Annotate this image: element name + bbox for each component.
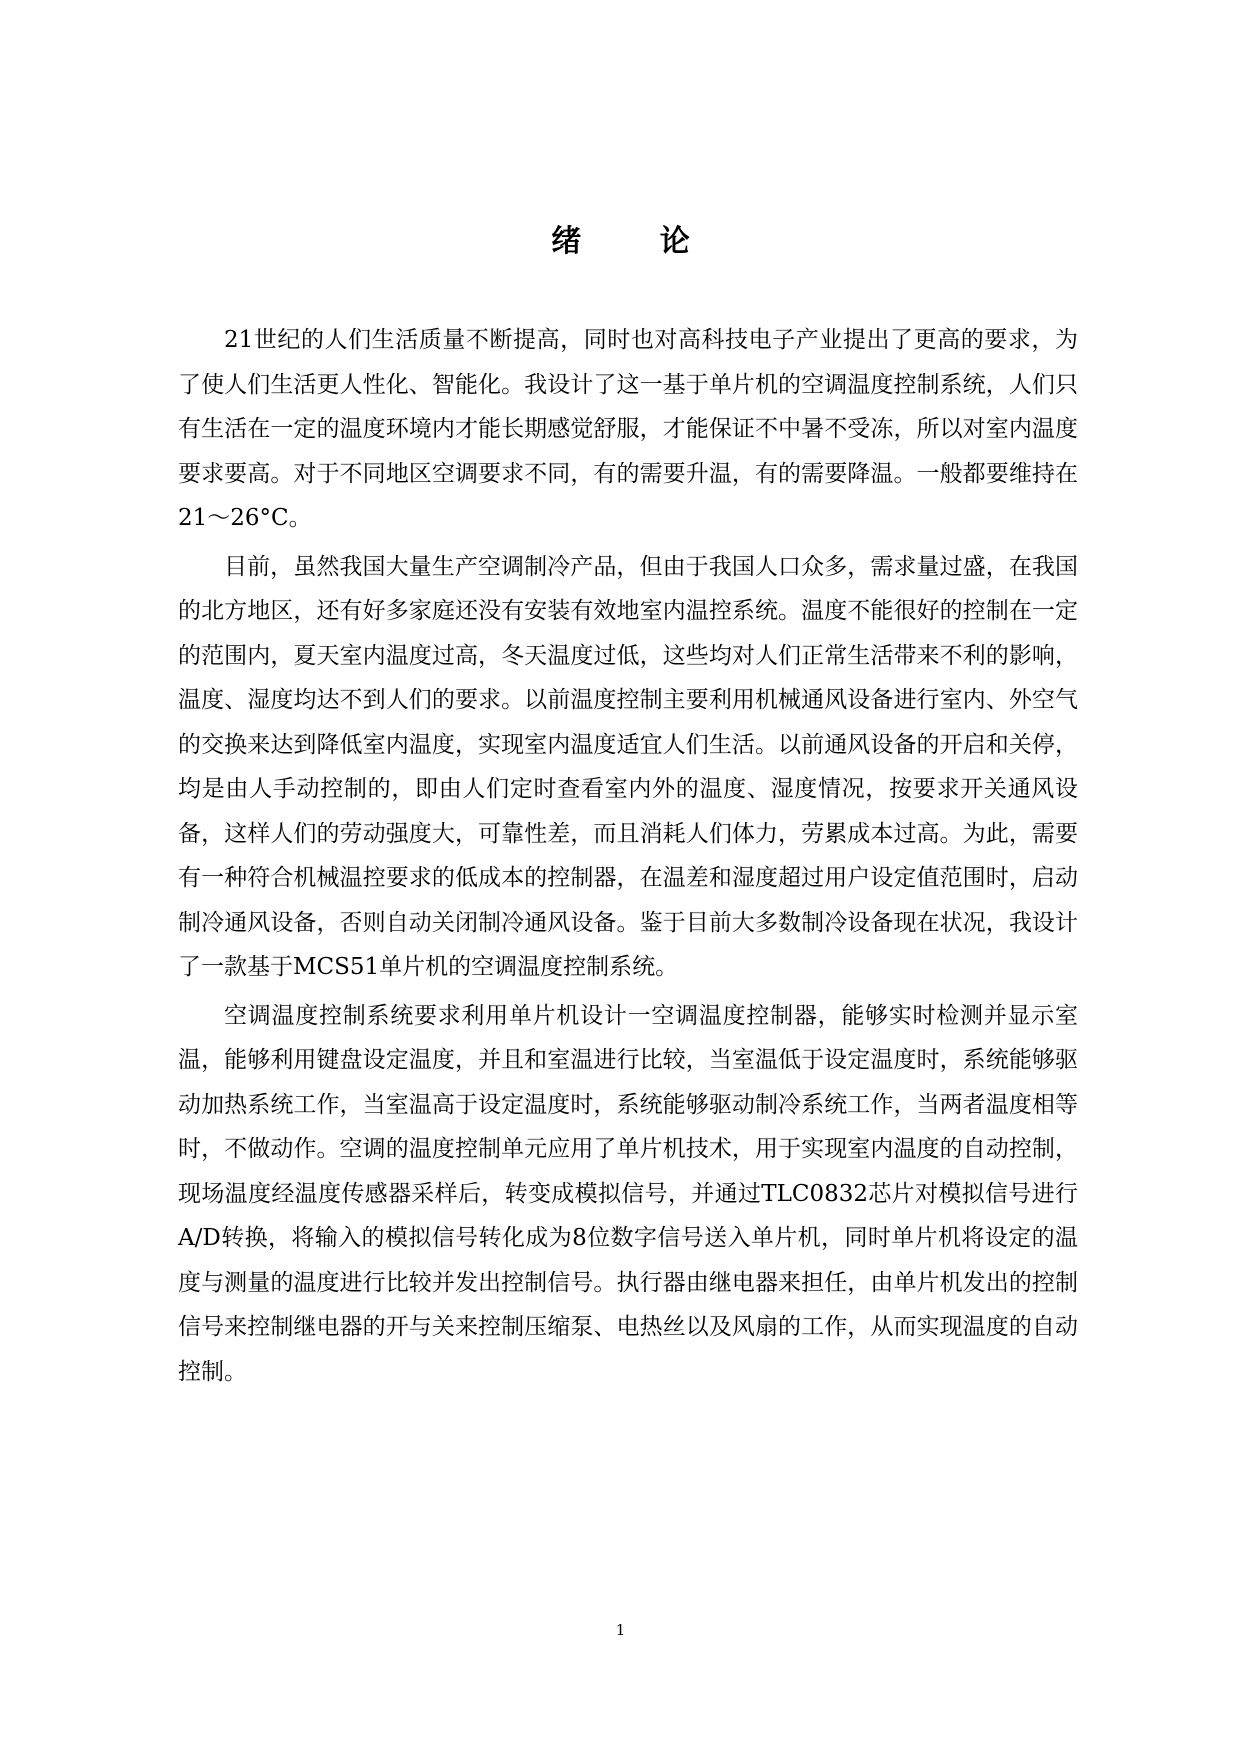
page-number: 1 (615, 1621, 626, 1639)
body-text (178, 318, 1078, 1398)
paragraph-intro: 21世纪的人们生活质量不断提高，同时也对高科技电子产业提出了更高的要求，为了使人们生活更人性化、智能化。我设计了这一基于单片机的空调温度控制系统，人们只有生活在一定的温度环境内才能长期感觉舒服，才能保证不中暑不受冻，所以对室内温度要求要高。对于不同地区空调要求不同，有的需要升温，有的需要降温。一般都要维持在21～26°C。 (178, 327, 1078, 531)
paragraph-system-design: 空调温度控制系统要求利用单片机设计一空调温度控制器，能够实时检测并显示室温，能够利用键盘设定温度，并且和室温进行比较，当室温低于设定温度时，系统能够驱动加热系统工作，当室温高于设定温度时，系统能够驱动制冷系统工作，当两者温度相等时，不做动作。空调的温度控制单元应用了单片机技术，用于实现室内温度的自动控制，现场温度经温度传感器采样后，转变成模拟信号，并通过TLC0832芯片对模拟信号进行A/D转换，将输入的模拟信号转化成为8位数字信号送入单片机，同时单片机将设定的温度与测量的温度进行比较并发出控制信号。执行器由继电器来担任，由单片机发出的控制信号来控制继电器的开与关来控制压缩泵、电热丝以及风扇的工作，从而实现温度的自动控制。 (178, 1002, 1078, 1385)
chapter-title: 绪 论 (551, 224, 724, 259)
paragraph-background: 目前，虽然我国大量生产空调制冷产品，但由于我国人口众多，需求量过盛，在我国的北方地区，还有好多家庭还没有安装有效地室内温控系统。温度不能很好的控制在一定的范围内，夏天室内温度过高，冬天温度过低，这些均对人们正常生活带来不利的影响，温度、湿度均达不到人们的要求。以前温度控制主要利用机械通风设备进行室内、外空气的交换来达到降低室内温度，实现室内温度适宜人们生活。以前通风设备的开启和关停，均是由人手动控制的，即由人们定时查看室内外的温度、湿度情况，按要求开关通风设备，这样人们的劳动强度大，可靠性差，而且消耗人们体力，劳累成本过高。为此，需要有一种符合机械温控要求的低成本的控制器，在温差和湿度超过用户设定值范围时，启动制冷通风设备，否则自动关闭制冷通风设备。鉴于目前大多数制冷设备现在状况，我设计了一款基于MCS51单片机的空调温度控制系统。 (178, 553, 1078, 980)
